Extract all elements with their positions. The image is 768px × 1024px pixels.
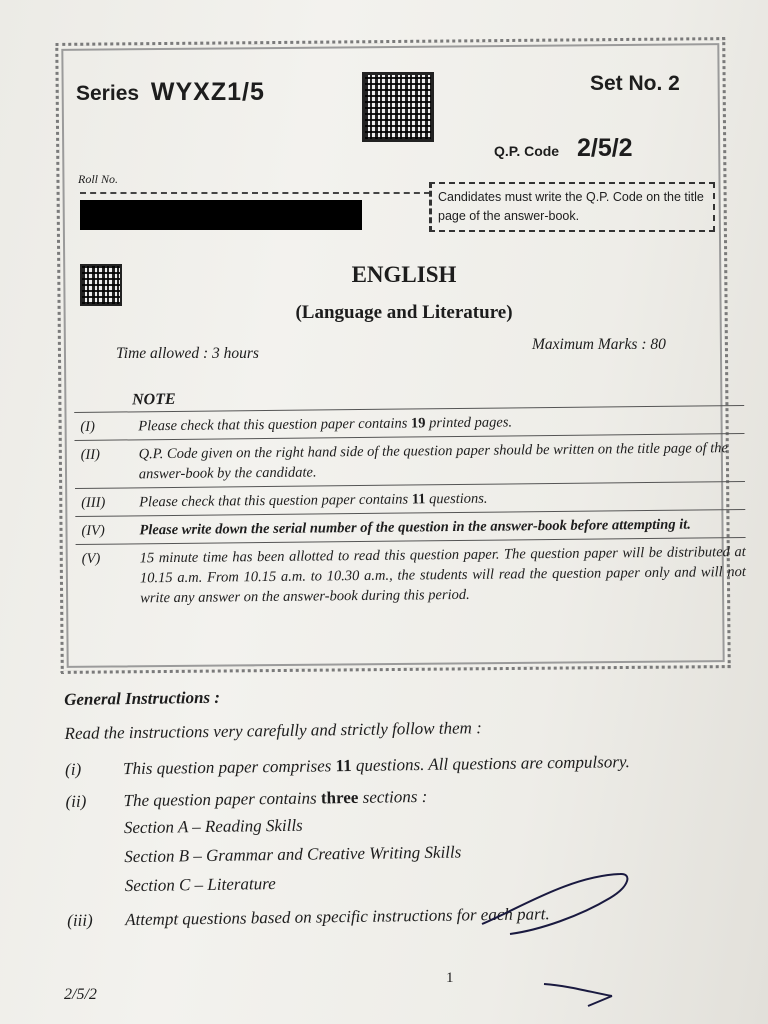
section-item: Section A – Reading Skills — [123, 815, 303, 838]
note-number: (I) — [80, 418, 95, 435]
general-instructions — [64, 680, 757, 943]
series-line — [76, 78, 265, 107]
footer-code: 2/5/2 — [64, 986, 97, 1003]
note-number: (IV) — [81, 522, 105, 539]
handwritten-signature — [480, 868, 640, 938]
sections-list — [66, 804, 757, 901]
qp-code-line — [494, 134, 633, 163]
instruction-text: This question paper comprises 11 questions. All questions are compulsory. — [122, 752, 630, 779]
roll-no-label: Roll No. — [78, 172, 119, 186]
instruction-number: (ii) — [65, 791, 87, 811]
instruction-item — [65, 750, 755, 780]
candidates-note: Candidates must write the Q.P. Code on the title page of the answer-book. — [438, 190, 704, 223]
roll-no-redaction — [80, 200, 362, 230]
note-text: 15 minute time has been allotted to read this question paper. The question paper will be distributed at 10.15 a.m. From 10.15 a.m. to 10.30 a.m., the students will read the question paper only and will not write any answer on the answer-book during this period. — [139, 543, 747, 607]
series-label: Series — [76, 82, 140, 105]
maximum-marks: Maximum Marks : 80 — [532, 336, 666, 353]
series-code: WYXZ1/5 — [150, 78, 265, 106]
instruction-number: (iii) — [67, 910, 93, 930]
note-table — [74, 385, 746, 612]
note-number: (III) — [81, 494, 106, 511]
roll-no-dashed-line — [80, 192, 430, 194]
instruction-text: The question paper contains three sections : — [123, 786, 428, 811]
instruction-number: (i) — [64, 759, 82, 779]
section-item: Section C – Literature — [124, 874, 276, 896]
note-text: Please write down the serial number of the question in the answer-book before attempting it. — [139, 516, 691, 539]
note-text: Q.P. Code given on the right hand side of the question paper should be written on the title page of the answer-book by the candidate. — [138, 440, 729, 483]
note-number: (V) — [81, 550, 101, 567]
time-allowed: Time allowed : 3 hours — [116, 345, 259, 362]
qp-code-value: 2/5/2 — [576, 134, 633, 162]
set-number: Set No. 2 — [590, 72, 680, 95]
subject-block — [0, 262, 768, 324]
page-number: 1 — [446, 970, 454, 986]
note-number: (II) — [80, 446, 101, 463]
handwritten-arrow — [540, 972, 620, 1012]
note-item — [76, 538, 747, 612]
note-item — [75, 434, 745, 489]
instruction-text: Attempt questions based on specific instructions for each part. — [125, 904, 550, 930]
candidates-note-box — [429, 182, 715, 232]
note-text: Please check that this question paper contains 11 questions. — [139, 490, 488, 511]
note-text: Please check that this question paper contains 19 printed pages. — [138, 414, 513, 435]
instruction-item — [67, 901, 757, 931]
general-instructions-intro: Read the instructions very carefully and strictly follow them : — [64, 718, 482, 743]
section-item: Section B – Grammar and Creative Writing Skills — [124, 842, 462, 867]
subject-title: ENGLISH — [351, 262, 457, 287]
general-instructions-heading: General Instructions : — [64, 687, 221, 709]
subject-subtitle: (Language and Literature) — [295, 302, 513, 323]
qr-code-icon — [362, 72, 434, 142]
note-title: NOTE — [74, 385, 744, 413]
qp-code-label: Q.P. Code — [494, 143, 560, 159]
